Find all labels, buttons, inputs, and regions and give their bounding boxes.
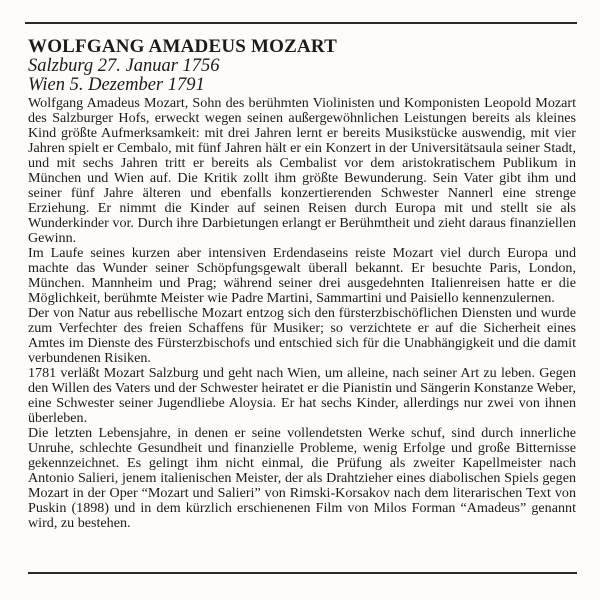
paragraph-independence: Der von Natur aus rebellische Mozart entzog sich den fürsterzbischöflichen Diensten und wurde zum Verfechter des freien Schaffens für Musiker; so verzichtete er auf die Sicherheit eines Amtes im Dienste des Fürsterzbischofs und entschied sich für die Unabhängigkeit und die damit verbundenen Risiken. bbox=[28, 305, 576, 366]
content-block bbox=[28, 36, 576, 531]
composer-name-heading: WOLFGANG AMADEUS MOZART bbox=[28, 36, 337, 57]
paragraph-last-years: Die letzten Lebensjahre, in denen er seine vollendetsten Werke schuf, sind durch innerliche Unruhe, schlechte Gesundheit und finanzielle Probleme, wenig Erfolge und große Bitternisse gekennzeichnet. Es gelingt ihm nicht einmal, die Prüfung als zweiter Kapellmeister nach Antonio Salieri, jenem italienischen Meister, der als Drahtzieher eines diabolischen Spiels gegen Mozart in der Oper “Mozart und Salieri” von Rimski-Korsakov nach dem literarischen Text von Puskin (1898) und in dem kürzlich erschienenen Film von Milos Forman “Amadeus” genannt wird, zu bestehen. bbox=[28, 425, 576, 531]
paragraph-vienna: 1781 verläßt Mozart Salzburg und geht nach Wien, um alleine, nach seiner Art zu leben. Gegen den Willen des Vaters und der Schwester heiratet er die Pianistin und Sängerin Konstanze Weber, eine Schwester seiner Jugendliebe Aloysia. Er hat sechs Kinder, allerdings nur zwei von ihnen überleben. bbox=[28, 365, 576, 426]
paragraph-travels: Im Laufe seines kurzen aber intensiven Erdendaseins reiste Mozart viel durch Europa und machte das Wunder seiner Schöpfungsgewalt überall bekannt. Er besuchte Paris, London, München. Mannheim und Prag; während seiner drei ausgedehnten Italienreisen hatte er die Möglichkeit, berühmte Meister wie Padre Martini, Sammartini und Paisiello kennenzulernen. bbox=[28, 245, 576, 306]
death-date: Wien 5. Dezember 1791 bbox=[28, 75, 205, 95]
top-rule bbox=[25, 22, 577, 24]
biography-body bbox=[28, 96, 576, 531]
birth-date: Salzburg 27. Januar 1756 bbox=[28, 56, 220, 76]
bottom-rule bbox=[28, 572, 577, 574]
paragraph-early-life: Wolfgang Amadeus Mozart, Sohn des berühmten Violinisten und Komponisten Leopold Mozart des Salzburger Hofs, erweckt wegen seinen außergewöhnlichen Leistungen bereits als kleines Kind größte Aufmerksamkeit: mit drei Jahren lernt er bereits Musikstücke auswendig, mit vier Jahren spielt er Cembalo, mit fünf Jahren hält er ein Konzert in der Universitätsaula seiner Stadt, und mit sechs Jahren tritt er bereits als Cembalist vor dem aristokratischem Publikum in München und Wien auf. Die Kritik zollt ihm größte Bewunderung. Sein Vater gibt ihm und seiner fünf Jahre älteren und ebenfalls konzertierenden Schwester Nannerl eine strenge Erziehung. Er nimmt die Kinder auf seinen Reisen durch Europa mit und stellt sie als Wunderkinder vor. Durch ihre Darbietungen erlangt er Berühmtheit und zieht daraus finanziellen Gewinn. bbox=[28, 95, 576, 246]
